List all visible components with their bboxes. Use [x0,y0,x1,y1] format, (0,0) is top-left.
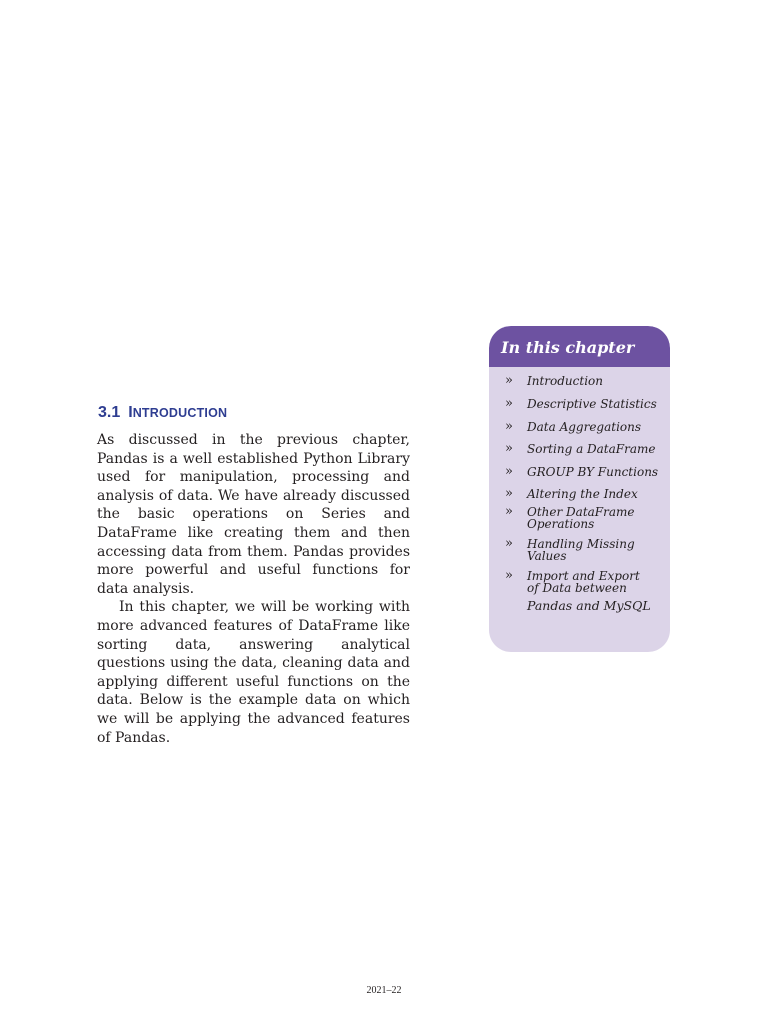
toc-item-label: Descriptive Statistics [527,397,657,411]
section-title-initial: I [128,404,133,421]
bullet-icon: » [505,373,513,388]
toc-item-label: Import and Export of Data between [527,569,640,595]
paragraph-1: As discussed in the previous chapter, Pandas is a well established Python Library used for manipulation, processing and analysis of data. We have already discussed the basic operations on Series and DataFrame like creating them and then accessing data from them. Pandas provides more powerful and useful functions for data analysis. [97,432,410,597]
bullet-icon: » [505,464,513,479]
chapter-box-header [489,326,670,367]
section-title-rest: NTRODUCTION [132,406,228,420]
page-footer-year: 2021–22 [366,985,402,996]
toc-item-label: Other DataFrame Operations [527,505,635,531]
chapter-box-title: In this chapter [501,338,635,357]
bullet-icon: » [505,536,513,551]
toc-item-label: Introduction [527,374,603,388]
chapter-contents-box [489,326,670,652]
bullet-icon: » [505,441,513,456]
bullet-icon: » [505,486,513,501]
toc-item-label: Data Aggregations [527,420,642,434]
toc-item-label: Sorting a DataFrame [527,442,656,456]
bullet-icon: » [505,396,513,411]
toc-item-label: Handling Missing Values [527,537,635,563]
toc-item-continuation: Pandas and MySQL [527,598,651,613]
toc-item-label: GROUP BY Functions [527,465,659,479]
bullet-icon: » [505,419,513,434]
section-heading [98,402,418,424]
toc-item-label: Altering the Index [527,487,638,501]
body-text [97,431,410,747]
section-number: 3.1 [98,404,121,421]
bullet-icon: » [505,568,513,583]
bullet-icon: » [505,504,513,519]
paragraph-2: In this chapter, we will be working with more advanced features of DataFrame like sorting data, answering analytical questions using the data, cleaning data and applying different useful functions on the data. Below is the example data on which we will be applying the advanced features of Pandas. [97,599,410,746]
